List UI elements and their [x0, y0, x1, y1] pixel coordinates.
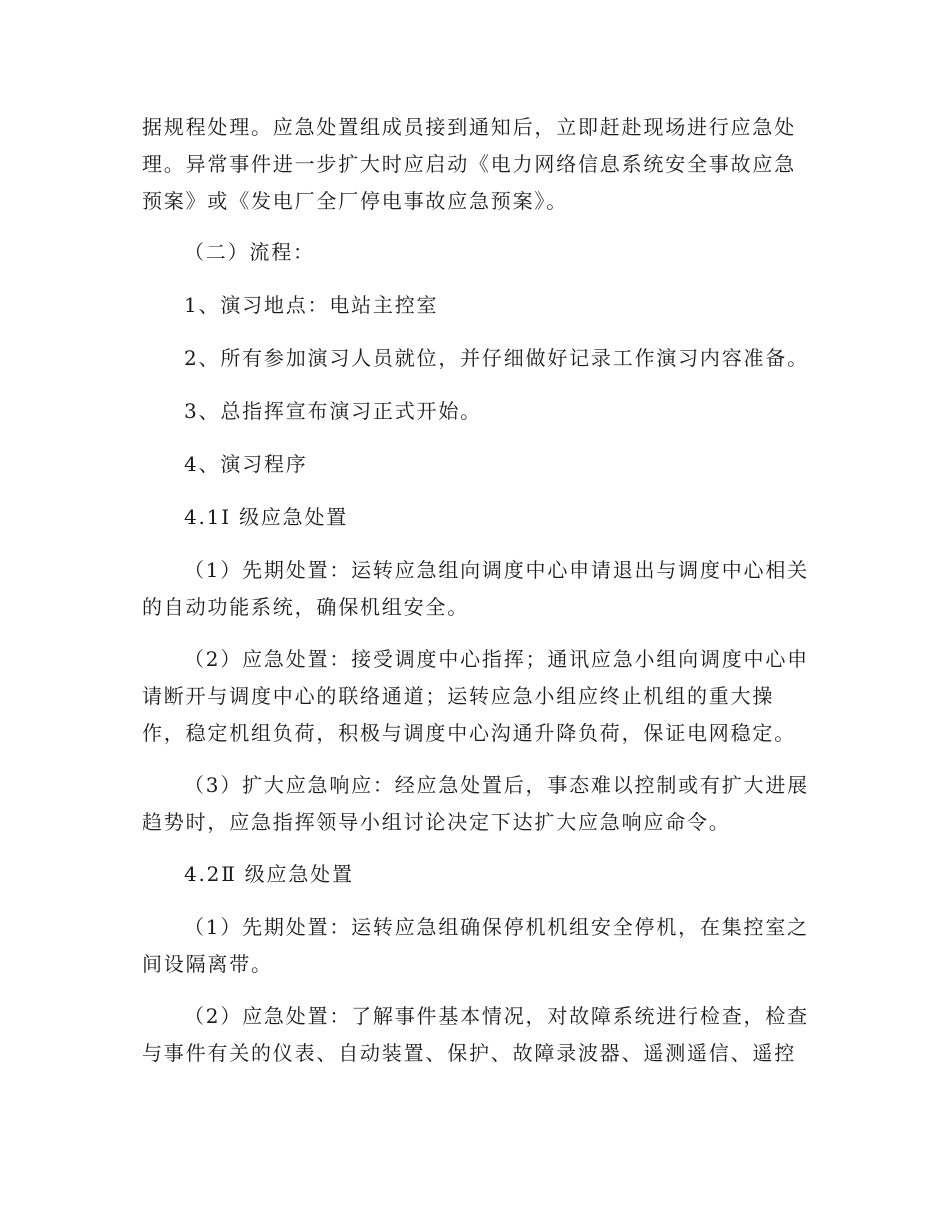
body-paragraph	[142, 909, 822, 983]
text-line: 理。异常事件进一步扩大时应启动《电力网络信息系统安全事故应急	[142, 152, 796, 176]
text-line: 趋势时，应急指挥领导小组讨论决定下达扩大应急响应命令。	[142, 810, 731, 834]
text-line: 4、演习程序	[184, 452, 308, 476]
text-line: （2）应急处置：了解事件基本情况，对故障系统进行检查，检查	[184, 1004, 809, 1028]
text-line: 间设隔离带。	[142, 952, 273, 976]
body-paragraph	[142, 998, 822, 1072]
text-line: 与事件有关的仪表、自动装置、保护、故障录波器、遥测遥信、遥控	[142, 1041, 796, 1065]
text-line: （1）先期处置：运转应急组确保停机机组安全停机，在集控室之	[184, 915, 809, 939]
text-line: （2）应急处置：接受调度中心指挥；通讯应急小组向调度中心申	[184, 647, 809, 671]
body-paragraph	[142, 109, 822, 220]
text-line: （1）先期处置：运转应急组向调度中心申请退出与调度中心相关	[184, 558, 809, 582]
list-item	[184, 393, 864, 430]
text-line: （二）流程：	[184, 240, 315, 264]
subsection-heading	[184, 499, 864, 536]
text-line: 2、所有参加演习人员就位，并仔细做好记录工作演习内容准备。	[184, 346, 809, 370]
body-paragraph	[142, 767, 822, 841]
text-line: 4.1Ⅰ 级应急处置	[184, 505, 349, 529]
text-line: 请断开与调度中心的联络通道；运转应急小组应终止机组的重大操	[142, 684, 775, 708]
body-paragraph	[142, 641, 822, 752]
list-item	[184, 287, 864, 324]
text-line: 4.2Ⅱ 级应急处置	[184, 862, 354, 886]
text-line: 的自动功能系统，确保机组安全。	[142, 595, 469, 619]
body-paragraph	[142, 552, 822, 626]
text-line: 3、总指挥宣布演习正式开始。	[184, 399, 482, 423]
text-line: 预案》或《发电厂全厂停电事故应急预案》。	[142, 189, 568, 213]
text-line: 作，稳定机组负荷，积极与调度中心沟通升降负荷，保证电网稳定。	[142, 721, 796, 745]
text-line: （3）扩大应急响应：经应急处置后，事态难以控制或有扩大进展	[184, 773, 809, 797]
list-item	[184, 340, 864, 377]
section-heading	[184, 234, 864, 271]
subsection-heading	[184, 856, 864, 893]
text-line: 据规程处理。应急处置组成员接到通知后，立即赶赴现场进行应急处	[142, 115, 796, 139]
list-item	[184, 446, 864, 483]
text-line: 1、演习地点：电站主控室	[184, 293, 439, 317]
